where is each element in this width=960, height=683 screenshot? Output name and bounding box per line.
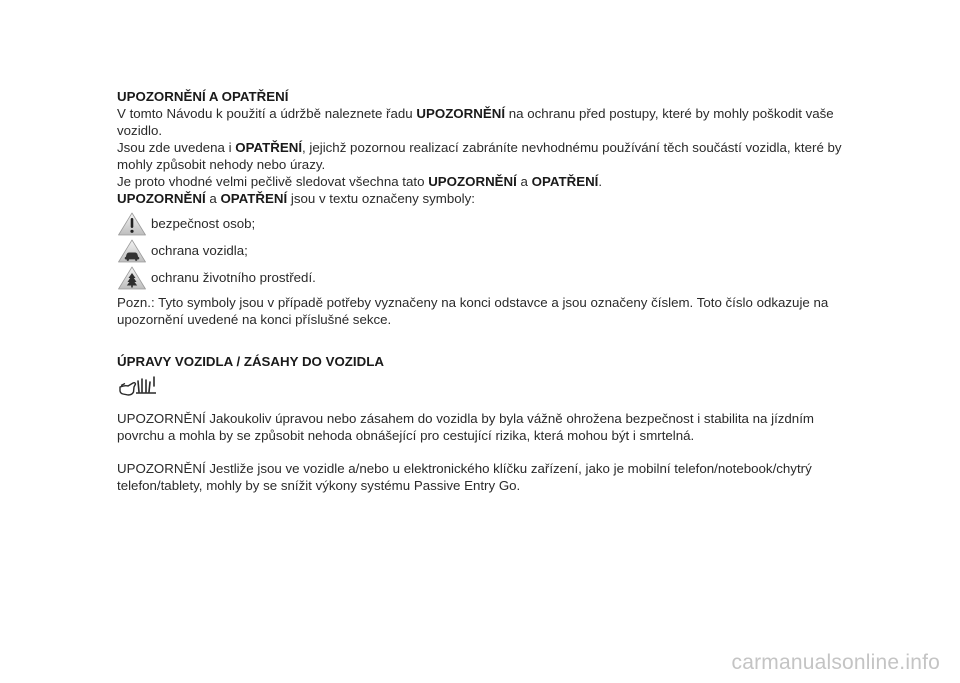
watermark: carmanualsonline.info bbox=[731, 651, 940, 674]
exclamation-warning-icon bbox=[117, 212, 147, 236]
section-title-modifications: ÚPRAVY VOZIDLA / ZÁSAHY DO VOZIDLA bbox=[117, 354, 384, 369]
symbol-label-safety: bezpečnost osob; bbox=[151, 216, 256, 231]
warning-electronic-devices: UPOZORNĚNÍ Jestliže jsou ve vozidle a/nebo u elektronického klíčku zařízení, jako je mobilní telefon/notebook/chytrý telefon/tablety, mohly by se snížit výkony systému Passive Entry Go. bbox=[117, 461, 812, 493]
keyword-warning: UPOZORNĚNÍ bbox=[416, 106, 506, 121]
keyword-precaution: OPATŘENÍ bbox=[531, 174, 599, 189]
hand-pointing-icon bbox=[119, 374, 862, 396]
paragraph-symbols: UPOZORNĚNÍ a OPATŘENÍ jsou v textu označeny symboly: bbox=[117, 191, 475, 206]
symbol-label-vehicle: ochrana vozidla; bbox=[151, 243, 248, 258]
symbol-label-environment: ochranu životního prostředí. bbox=[151, 270, 316, 285]
section-title-warnings: UPOZORNĚNÍ A OPATŘENÍ bbox=[117, 89, 289, 104]
paragraph-precautions: Jsou zde uvedena i OPATŘENÍ, jejichž pozornou realizací zabráníte nevhodnému používání těch součástí vozidla, které by mohly způsobit nehody nebo úrazy. bbox=[117, 140, 842, 172]
car-warning-icon bbox=[117, 239, 147, 263]
keyword-precaution: OPATŘENÍ bbox=[235, 140, 303, 155]
keyword-precaution: OPATŘENÍ bbox=[220, 191, 288, 206]
symbol-row-safety bbox=[117, 210, 862, 237]
keyword-warning: UPOZORNĚNÍ bbox=[117, 191, 206, 206]
paragraph-note: Pozn.: Tyto symboly jsou v případě potřeby vyznačeny na konci odstavce a jsou označeny číslem. Toto číslo odkazuje na upozornění uvedené na konci příslušné sekce. bbox=[117, 295, 829, 327]
paragraph-follow: Je proto vhodné velmi pečlivě sledovat všechna tato UPOZORNĚNÍ a OPATŘENÍ. bbox=[117, 174, 603, 189]
paragraph-intro: V tomto Návodu k použití a údržbě naleznete řadu UPOZORNĚNÍ na ochranu před postupy, které by mohly poškodit vaše vozidlo. bbox=[117, 106, 834, 138]
symbol-row-environment bbox=[117, 264, 862, 291]
symbol-row-vehicle bbox=[117, 237, 862, 264]
keyword-warning: UPOZORNĚNÍ bbox=[428, 174, 517, 189]
warning-modification: UPOZORNĚNÍ Jakoukoliv úpravou nebo zásahem do vozidla by byla vážně ohrožena bezpečnost i stabilita na jízdním povrchu a mohla by se způsobit nehoda obnášející pro cestující rizika, která mohou být i smrtelná. bbox=[117, 411, 814, 443]
manual-page bbox=[117, 88, 862, 494]
tree-warning-icon bbox=[117, 266, 147, 290]
